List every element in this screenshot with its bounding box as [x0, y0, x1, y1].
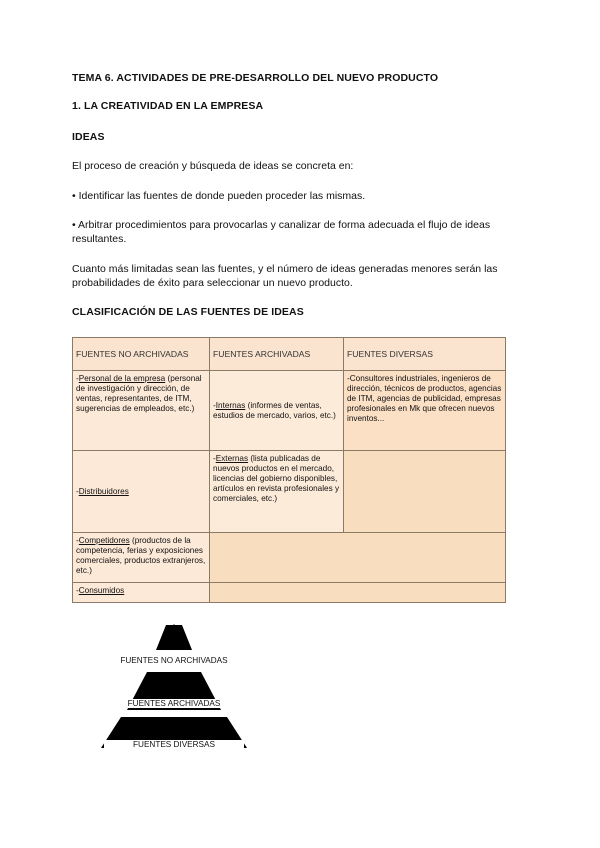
source-description: (lista publicadas de nuevos productos en el mercado, licencias del gobierno disponibles, artículos en revista profesionales y comerciales, etc.) — [213, 454, 340, 503]
source-description: (productos de la competencia, ferias y exposiciones comerciales, productos extranjeros, etc.) — [76, 536, 206, 575]
table-cell: -Competidores (productos de la competencia, ferias y exposiciones comerciales, productos extranjeros, etc.) — [73, 533, 210, 583]
intro-paragraph: El proceso de creación y búsqueda de ideas se concreta en: — [72, 160, 354, 172]
table-cell: -Distribuidores — [73, 451, 210, 533]
source-term: Distribuidores — [78, 486, 129, 496]
table-cell — [210, 583, 506, 603]
table-row — [73, 371, 506, 451]
source-term: Competidores — [78, 536, 130, 545]
table-row — [73, 451, 506, 533]
table-cell — [210, 533, 506, 583]
document-title: TEMA 6. ACTIVIDADES DE PRE-DESARROLLO DEL NUEVO PRODUCTO — [72, 72, 439, 84]
table-cell: -Internas (informes de ventas, estudios de mercado, varios, etc.) — [210, 371, 344, 451]
source-term: Externas — [215, 454, 249, 463]
table-cell: -Externas (lista publicadas de nuevos productos en el mercado, licencias del gobierno disponibles, artículos en revista profesionales y comerciales, etc.) — [210, 451, 344, 533]
table-row — [73, 533, 506, 583]
table-cell: -Consumidos — [73, 583, 210, 603]
source-description: (informes de ventas, estudios de mercado, varios, etc.) — [213, 400, 336, 420]
subsection-heading: IDEAS — [72, 131, 105, 143]
source-description: -Consultores industriales, ingenieros de dirección, técnicos de productos, agencias de ITM, agencias de publicidad, empresas profesionales en Mk que ofrecen nuevos inventos... — [347, 374, 502, 423]
source-term: Personal de la empresa — [78, 374, 166, 383]
source-term: Consumidos — [78, 586, 125, 595]
pyramid-apex-shape — [156, 624, 192, 650]
table-header-cell: FUENTES NO ARCHIVADAS — [73, 338, 210, 371]
bullet-item: • Arbitrar procedimientos para provocarlas y canalizar de forma adecuada el flujo de ideas resultantes. — [72, 219, 491, 245]
table-header-cell: FUENTES DIVERSAS — [344, 338, 506, 371]
section-heading: 1. LA CREATIVIDAD EN LA EMPRESA — [72, 100, 264, 112]
classification-heading: CLASIFICACIÓN DE LAS FUENTES DE IDEAS — [72, 306, 304, 318]
table-row — [73, 583, 506, 603]
pyramid-apex — [100, 620, 270, 660]
source-term: Internas — [215, 400, 246, 410]
pyramid-label: FUENTES DIVERSAS — [104, 740, 244, 749]
table-cell — [344, 451, 506, 533]
bullet-item: • Identificar las fuentes de donde pueden proceder las mismas. — [72, 190, 366, 202]
sources-table — [72, 337, 506, 603]
pyramid-label: FUENTES NO ARCHIVADAS — [104, 656, 244, 665]
table-header-cell: FUENTES ARCHIVADAS — [210, 338, 344, 371]
table-header-row — [73, 338, 506, 371]
body-paragraph: Cuanto más limitadas sean las fuentes, y el número de ideas generadas menores serán las probabilidades de éxito para seleccionar un nuevo producto. — [72, 263, 498, 289]
source-description: (personal de investigación y dirección, de ventas, representantes, de ITM, sugerencias de empleados, etc.) — [76, 374, 202, 413]
table-cell — [344, 371, 506, 451]
pyramid-label: FUENTES ARCHIVADAS — [104, 699, 244, 708]
table-cell: -Personal de la empresa (personal de investigación y dirección, de ventas, representantes, de ITM, sugerencias de empleados, etc.) — [73, 371, 210, 451]
